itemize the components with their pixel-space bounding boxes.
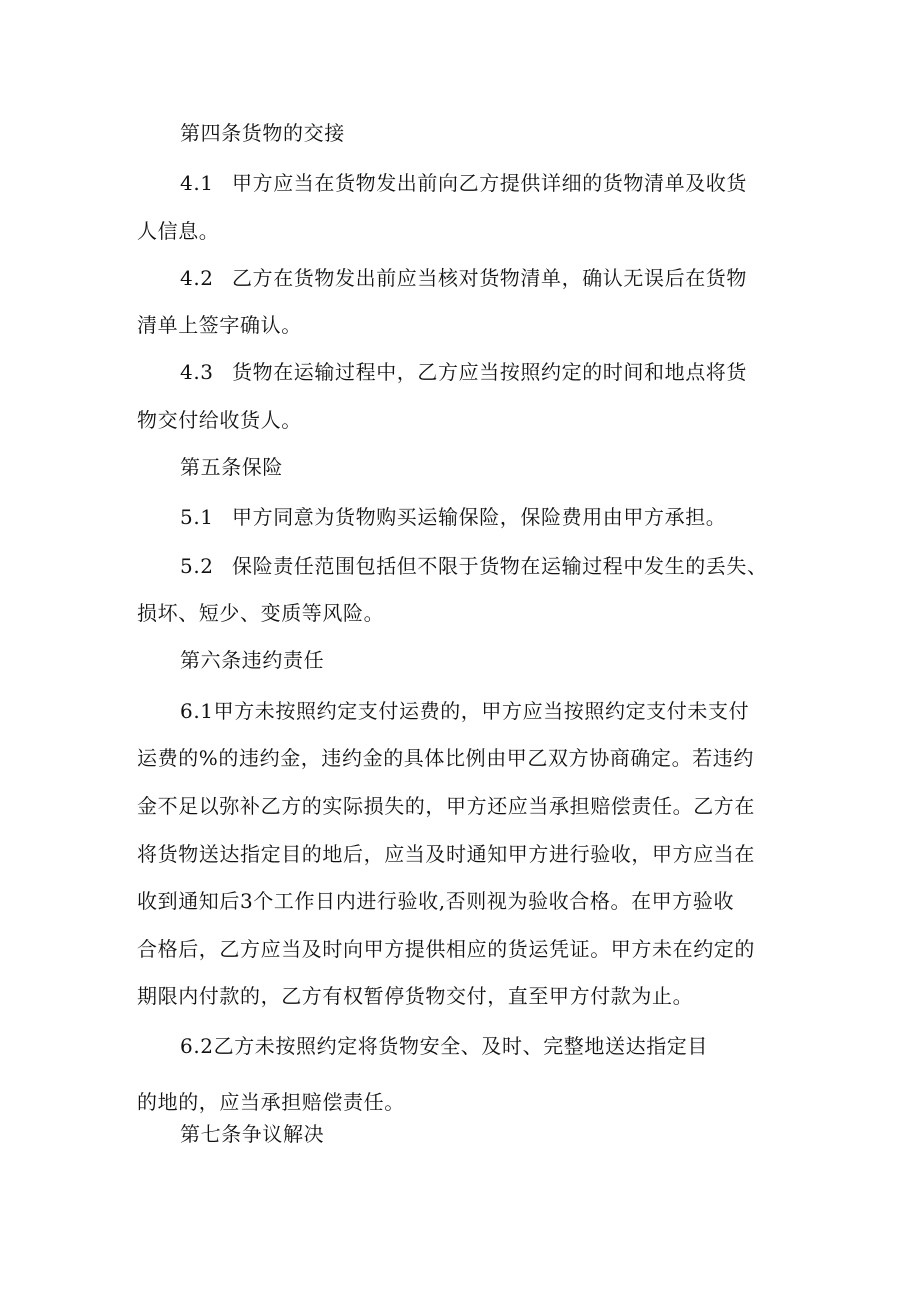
clause-6-1-line-7: 期限内付款的，乙方有权暂停货物交付，直至甲方付款为止。 — [137, 984, 694, 1008]
clause-number: 4.1 — [180, 171, 214, 195]
clause-4-2-line-1 — [180, 266, 747, 290]
clause-5-2-line-1 — [180, 554, 768, 578]
clause-6-1-line-3: 金不足以弥补乙方的实际损失的，甲方还应当承担赔偿责任。乙方在 — [137, 794, 755, 818]
clause-text: 甲方同意为货物购买运输保险，保险费用由甲方承担。 — [232, 505, 727, 529]
section-heading: 第五条保险 — [180, 455, 283, 479]
clause-4-3-line-2: 物交付给收货人。 — [137, 408, 302, 432]
clause-4-2-line-2: 清单上签字确认。 — [137, 313, 302, 337]
clause-4-1-line-1 — [180, 171, 747, 195]
clause-text: 货物在运输过程中，乙方应当按照约定的时间和地点将货 — [232, 360, 747, 384]
clause-number: 5.1 — [180, 505, 214, 529]
clause-4-3-line-1 — [180, 360, 747, 384]
clause-6-2-line-1 — [180, 1034, 708, 1058]
clause-6-1-line-6: 合格后，乙方应当及时向甲方提供相应的货运凭证。甲方未在约定的 — [137, 937, 755, 961]
section-heading: 第七条争议解决 — [180, 1122, 325, 1146]
clause-text: 保险责任范围包括但不限于货物在运输过程中发生的丢失、 — [232, 554, 768, 578]
clause-text: 乙方在货物发出前应当核对货物清单，确认无误后在货物 — [232, 266, 747, 290]
section-heading: 第六条违约责任 — [180, 648, 325, 672]
clause-number: 6.1 — [180, 699, 214, 723]
clause-number: 4.2 — [180, 266, 214, 290]
clause-4-1-line-2: 人信息。 — [137, 219, 220, 243]
section-heading: 第四条货物的交接 — [180, 121, 345, 145]
clause-text: 甲方应当在货物发出前向乙方提供详细的货物清单及收货 — [232, 171, 747, 195]
clause-number: 4.3 — [180, 360, 214, 384]
clause-5-1-line-1 — [180, 505, 726, 529]
clause-6-1-line-4: 将货物送达指定目的地后，应当及时通知甲方进行验收，甲方应当在 — [137, 842, 755, 866]
clause-5-2-line-2: 损坏、短少、变质等风险。 — [137, 601, 385, 625]
clause-6-1-line-1 — [180, 699, 749, 723]
clause-6-1-line-5: 收到通知后3个工作日内进行验收,否则视为验收合格。在甲方验收 — [137, 889, 735, 913]
clause-6-2-line-2: 的地的，应当承担赔偿责任。 — [137, 1090, 405, 1114]
clause-number: 6.2 — [180, 1034, 214, 1058]
clause-text: 乙方未按照约定将货物安全、及时、完整地送达指定目 — [213, 1034, 709, 1058]
clause-text: 甲方未按照约定支付运费的，甲方应当按照约定支付未支付 — [213, 699, 750, 723]
clause-6-1-line-2: 运费的%的违约金，违约金的具体比例由甲乙双方协商确定。若违约 — [137, 746, 755, 770]
clause-number: 5.2 — [180, 554, 214, 578]
